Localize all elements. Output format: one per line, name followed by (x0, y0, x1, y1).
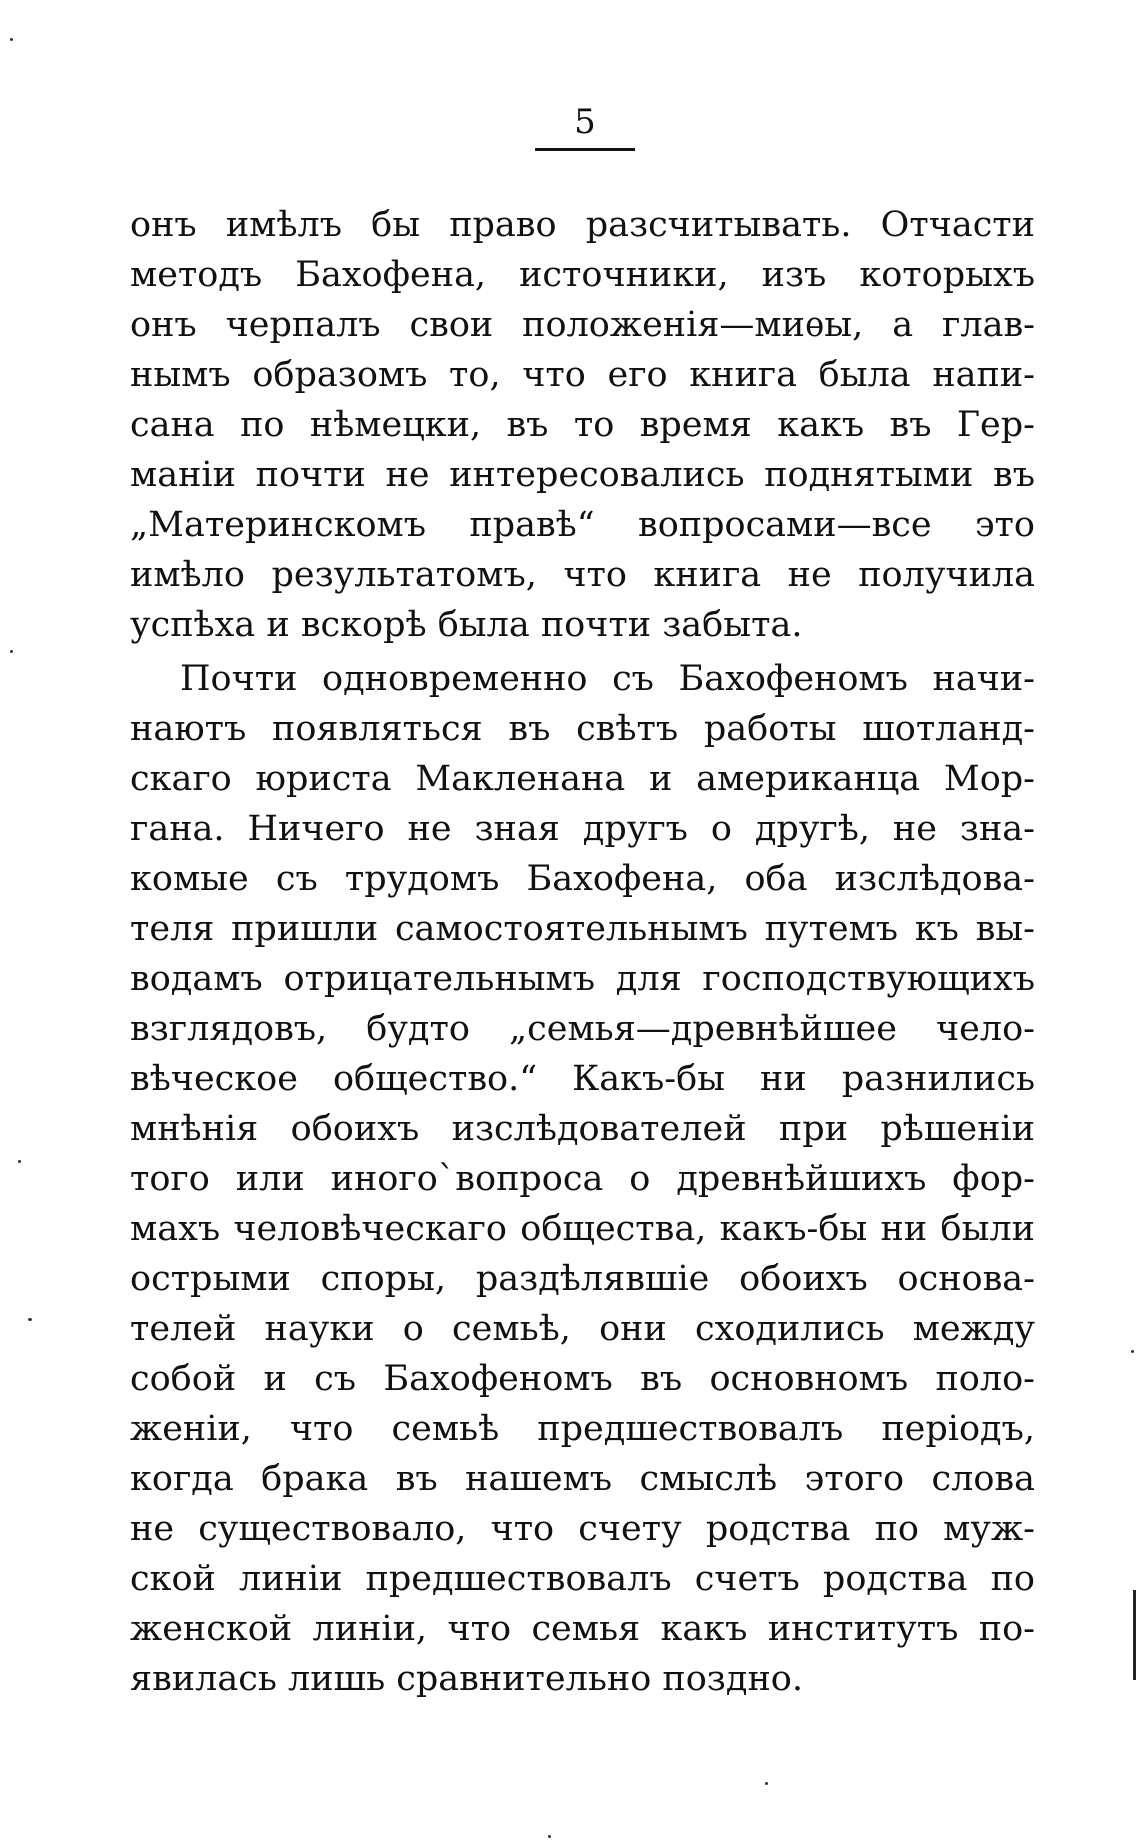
text-line: вѣческое общество.“ Какъ-бы ни разнились (130, 1059, 1035, 1099)
text-line: ской линіи предшествовалъ счетъ родства по (130, 1559, 1035, 1599)
text-line: женской линіи, что семья какъ институтъ по- (130, 1609, 1035, 1649)
paragraph-2 (130, 654, 1035, 1704)
text-line: онъ черпалъ свои положенія—миѳы, а глав- (130, 305, 1035, 345)
text-line: теля пришли самостоятельнымъ путемъ къ вы- (130, 909, 1035, 949)
text-line: когда брака въ нашемъ смыслѣ этого слова (130, 1459, 1035, 1499)
scan-speck (18, 1160, 21, 1163)
text-line: комые съ трудомъ Бахофена, оба изслѣдова- (130, 859, 1035, 899)
text-line: телей науки о семьѣ, они сходились между (130, 1309, 1035, 1349)
paragraph-1 (130, 200, 1035, 650)
text-line: Почти одновременно съ Бахофеномъ начи- (180, 659, 1035, 699)
text-line: наютъ появляться въ свѣтъ работы шотланд- (130, 709, 1035, 749)
text-line: сана по нѣмецки, въ то время какъ въ Гер- (130, 405, 1035, 445)
scan-edge-mark (1133, 1590, 1136, 1680)
scan-speck (1131, 1350, 1134, 1353)
text-line: маніи почти не интересовались поднятыми въ (130, 455, 1035, 495)
page-number-rule (535, 148, 635, 151)
scan-speck (548, 1835, 551, 1838)
text-line: нымъ образомъ то, что его книга была напи- (130, 355, 1035, 395)
scan-speck (28, 1318, 32, 1321)
text-line: женіи, что семьѣ предшествовалъ періодъ, (130, 1409, 1035, 1449)
text-line: взглядовъ, будто „семья—древнѣйшее чело- (130, 1009, 1035, 1049)
page-number: 5 (574, 102, 596, 142)
text-line: имѣло результатомъ, что книга не получила (130, 555, 1035, 595)
scan-speck (765, 1782, 768, 1785)
text-line: успѣха и вскорѣ была почти забыта. (130, 605, 803, 645)
text-line: собой и съ Бахофеномъ въ основномъ поло- (130, 1359, 1035, 1399)
text-line: того или иного`вопроса о древнѣйшихъ фор- (130, 1159, 1035, 1199)
text-line: гана. Ничего не зная другъ о другѣ, не зна- (130, 809, 1035, 849)
text-line: скаго юриста Макленана и американца Мор- (130, 759, 1035, 799)
text-line: явилась лишь сравнительно поздно. (130, 1659, 803, 1699)
text-line: махъ человѣческаго общества, какъ-бы ни были (130, 1209, 1035, 1249)
text-line: методъ Бахофена, источники, изъ которыхъ (130, 255, 1035, 295)
scan-speck (10, 38, 13, 41)
text-line: острыми споры, раздѣлявшіе обоихъ основа- (130, 1259, 1035, 1299)
text-line: не существовало, что счету родства по муж- (130, 1509, 1035, 1549)
text-line: мнѣнія обоихъ изслѣдователей при рѣшеніи (130, 1109, 1035, 1149)
text-line: онъ имѣлъ бы право разсчитывать. Отчасти (130, 205, 1035, 245)
scan-speck (10, 650, 13, 653)
text-line: водамъ отрицательнымъ для господствующихъ (130, 959, 1035, 999)
body-text (130, 200, 1035, 1704)
text-line: „Материнскомъ правѣ“ вопросами—все это (130, 505, 1035, 545)
